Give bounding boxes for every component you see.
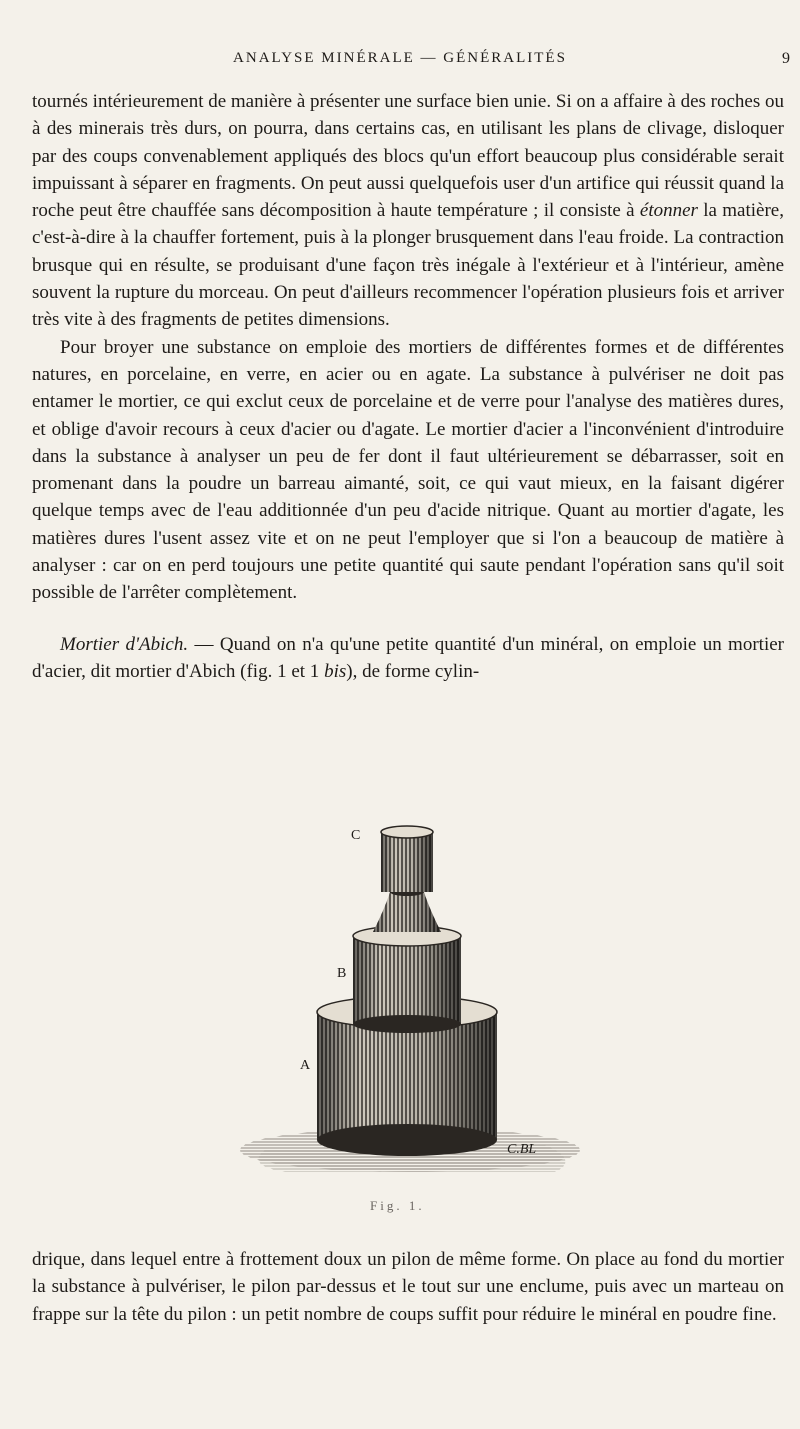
label-a: A: [300, 1058, 311, 1073]
engraver-signature: C.BL: [507, 1142, 537, 1157]
body-text-top: [32, 88, 784, 685]
figure-caption: Fig. 1.: [370, 1198, 425, 1213]
body-text-bottom: [32, 1246, 784, 1328]
paragraph-2: Pour broyer une substance on emploie des mortiers de différentes formes et de différentes natures, en porcelaine, en verre, en acier ou en agate. La substance à pulvériser ne doit pas entamer le mortier, ce qui exclut ceux de porcelaine et de verre pour l'analyse des matières dures, et oblige d'avoir recours à ceux d'acier ou d'agate. Le mortier d'acier a l'inconvénient d'introduire dans la substance à analyser un peu de fer dont il faut ultérieurement se débarrasser, soit en promenant dans la poudre un barreau aimanté, soit, ce qui vaut mieux, en la faisant digérer quelque temps avec de l'eau additionnée d'un peu d'acide nitrique. Quant au mortier d'agate, les matières dures l'usent assez vite et on ne peut l'employer que si l'on a beaucoup de matière à analyser : car on en perd toujours une petite quantité qui saute pendant l'opération sans qu'il soit possible de l'arrêter complètement.: [32, 336, 784, 604]
paragraph-4: drique, dans lequel entre à frottement doux un pilon de même forme. On place au fond du mortier la substance à pulvériser, le pilon par-dessus et le tout sur une enclume, puis avec un marteau on frappe sur la tête du pilon : un petit nombre de coups suffit pour réduire le minéral en poudre fine.: [32, 1249, 784, 1325]
running-title: ANALYSE MINÉRALE — GÉNÉRALITÉS: [233, 50, 567, 66]
label-c: C: [351, 828, 361, 843]
emphasis-etonner: étonner: [639, 200, 698, 222]
label-b: B: [337, 966, 347, 981]
mortar-drawing: [225, 820, 595, 1200]
page-header: [0, 50, 800, 76]
figure-mortar-illustration: [225, 820, 595, 1200]
section-title: Mortier d'Abich.: [60, 633, 189, 655]
paragraph-1: tournés intérieurement de manière à présenter une surface bien unie. Si on a affaire à des roches ou à des minerais très durs, on pourra, dans certains cas, en utilisant les plans de clivage, disloquer par des coups convenablement appliqués des blocs qu'un effort beaucoup plus considérable serait impuissant à séparer en fragments. On peut aussi quelquefois user d'un artifice qui réussit quand la roche peut être chauffée sans décomposition à haute température ; il consiste à étonner la matière, c'est-à-dire à la chauffer fortement, puis à la plonger brusquement dans l'eau froide. La contraction brusque qui en résulte, se produisant d'une façon très inégale à l'extérieur et à l'intérieur, amène souvent la rupture du morceau. On peut d'ailleurs recommencer l'opération plusieurs fois et arriver très vite à des fragments de petites dimensions.: [32, 91, 784, 331]
page-number: 9: [782, 50, 790, 67]
paragraph-3: Mortier d'Abich. — Quand on n'a qu'une petite quantité d'un minéral, on emploie un mortier d'acier, dit mortier d'Abich (fig. 1 et 1 bis), de forme cylin-: [32, 633, 784, 682]
